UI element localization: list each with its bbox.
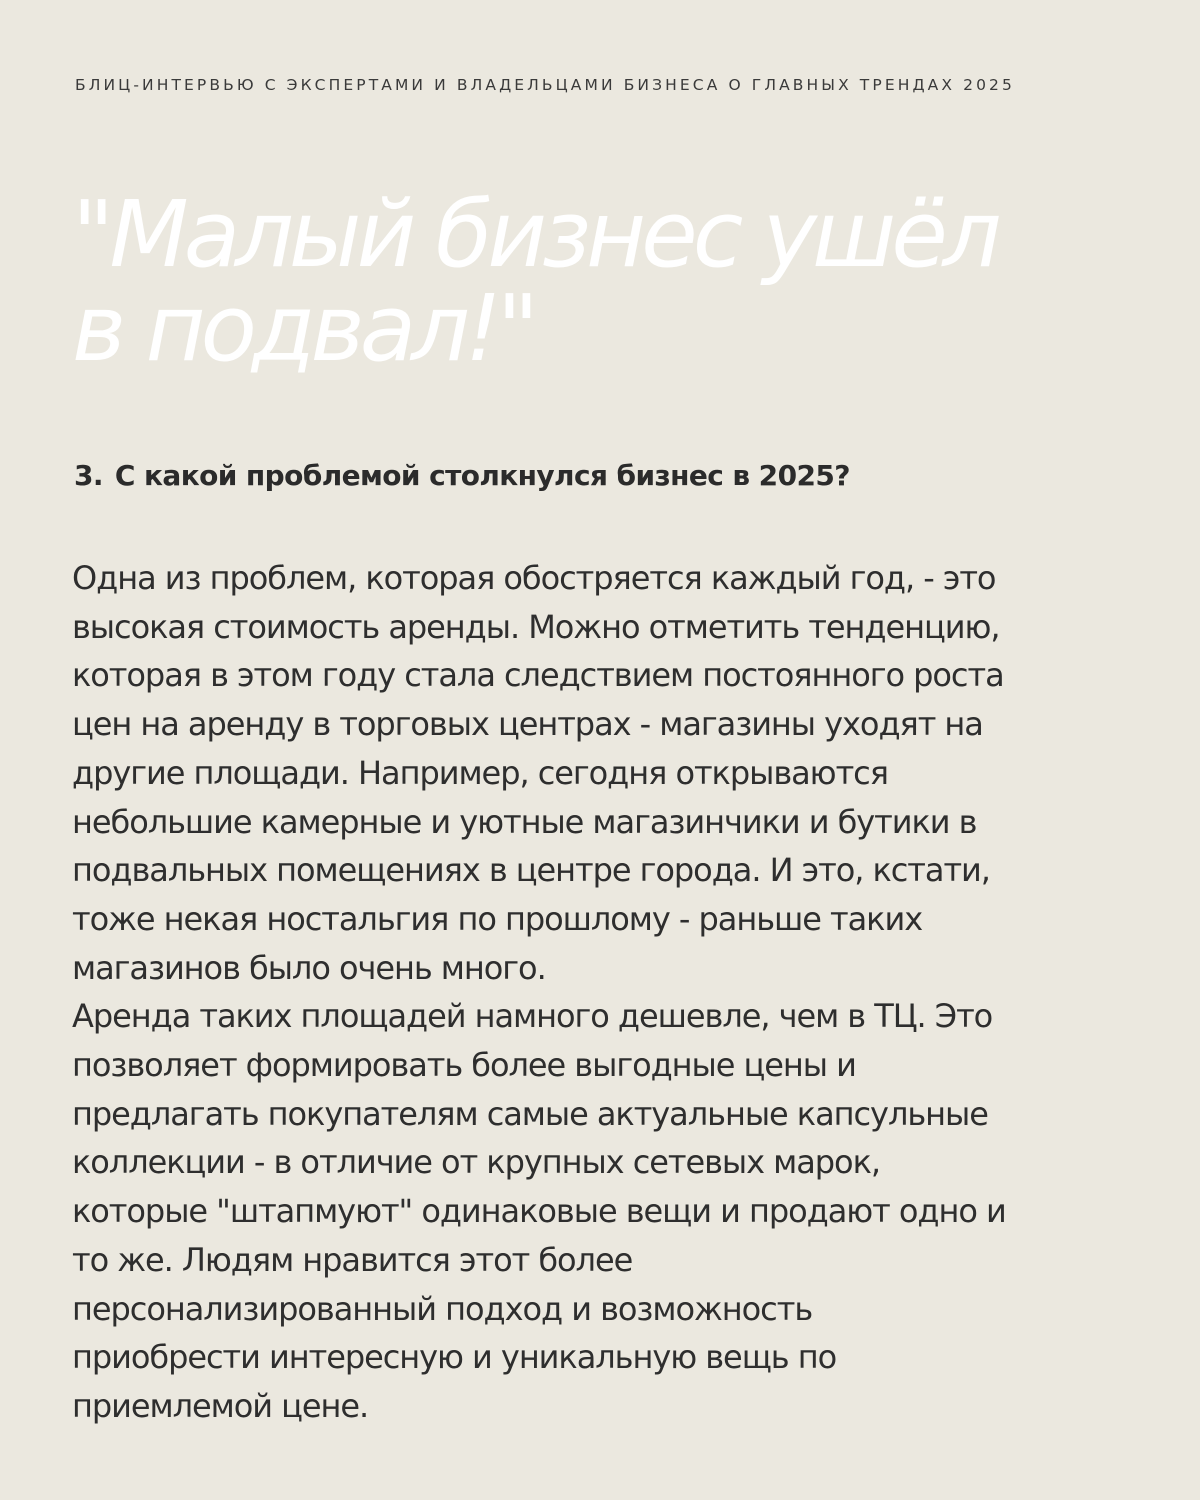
question-number: 3. [74, 459, 103, 492]
answer-line: Одна из проблем, которая обостряется каждый год, - это [72, 559, 996, 597]
headline-line: в подвал!" [72, 275, 535, 382]
answer-line: высокая стоимость аренды. Можно отметить тенденцию, [72, 607, 1000, 646]
answer-line: подвальных помещениях в центре города. И это, кстати, [72, 851, 990, 890]
answer-line: небольшие камерные и уютные магазинчики и бутики в [72, 802, 977, 841]
answer-line: приемлемой цене. [72, 1386, 369, 1425]
headline [72, 181, 1152, 382]
answer-line: магазинов было очень много. [72, 948, 546, 987]
answer-line: которые "штапмуют" одинаковые вещи и продают одно и [72, 1192, 1006, 1231]
answer-body [72, 554, 1142, 1431]
answer-line: приобрести интересную и уникальную вещь по [72, 1338, 837, 1377]
answer-line: другие площади. Например, сегодня открываются [72, 753, 888, 792]
headline-line: "Малый бизнес ушёл [72, 181, 997, 288]
answer-line: то же. Людям нравится этот более [72, 1240, 633, 1279]
answer-line: которая в этом году стала следствием постоянного роста [72, 656, 1004, 695]
answer-line: предлагать покупателям самые актуальные капсульные [72, 1094, 988, 1133]
answer-line: тоже некая ностальгия по прошлому - раньше таких [72, 899, 923, 938]
kicker-text: БЛИЦ-ИНТЕРВЬЮ С ЭКСПЕРТАМИ И ВЛАДЕЛЬЦАМИ БИЗНЕСА О ГЛАВНЫХ ТРЕНДАХ 2025 [75, 76, 1015, 94]
question-text: С какой проблемой столкнулся бизнес в 2025? [114, 459, 850, 492]
question-heading [74, 459, 1134, 492]
answer-line: позволяет формировать более выгодные цены и [72, 1046, 856, 1085]
answer-line: цен на аренду в торговых центрах - магазины уходят на [72, 705, 983, 744]
answer-line: коллекции - в отличие от крупных сетевых марок, [72, 1143, 880, 1182]
answer-line: персонализированный подход и возможность [72, 1289, 813, 1328]
answer-line: Аренда таких площадей намного дешевле, чем в ТЦ. Это [72, 997, 993, 1036]
